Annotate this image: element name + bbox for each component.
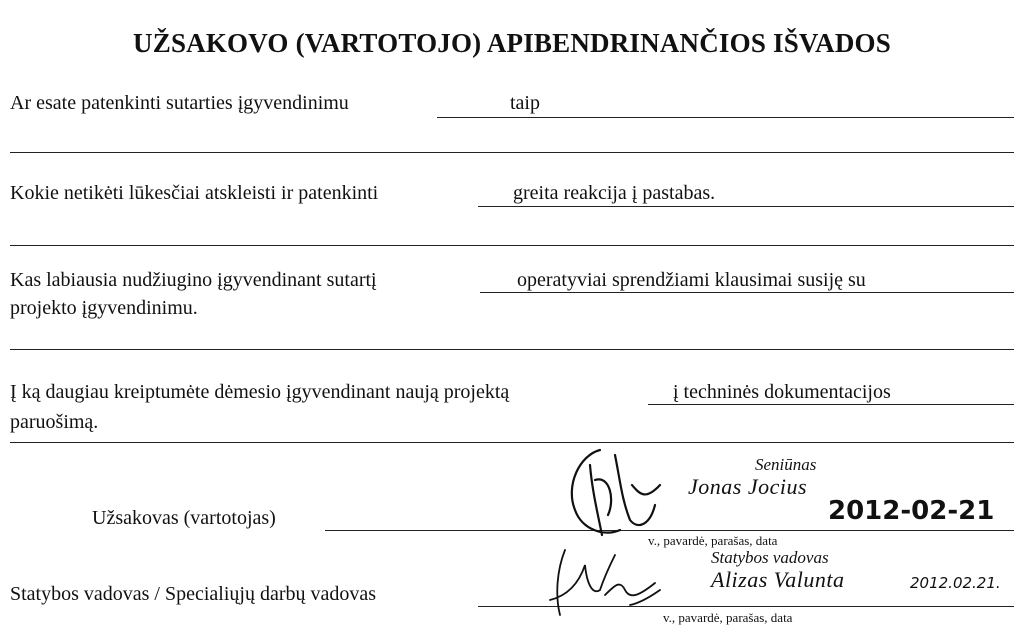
supervisor-signature (545, 535, 665, 630)
question-expectations-label: Kokie netikėti lūkesčiai atskleisti ir patenkinti (10, 182, 379, 204)
answer-underline (648, 404, 1014, 405)
supervisor-handwritten-date: 2012.02.21. (910, 574, 1001, 592)
answer-underline (478, 206, 1014, 207)
answer-attention-continuation: paruošimą. (10, 411, 99, 433)
answer-underline (480, 292, 1014, 293)
customer-stamp-title: Seniūnas (755, 455, 817, 474)
customer-signature-caption: v., pavardė, parašas, data (648, 533, 778, 548)
supervisor-stamp-title: Statybos vadovas (711, 548, 829, 567)
customer-stamp-name: Jonas Jocius (688, 474, 808, 499)
answer-expectations: greita reakcija į pastabas. (513, 182, 716, 204)
customer-handwritten-date: 2012-02-21 (828, 496, 995, 526)
customer-signature (560, 445, 670, 545)
answer-delight-continuation: projekto įgyvendinimu. (10, 297, 198, 319)
supervisor-signature-label: Statybos vadovas / Specialiųjų darbų vadovas (10, 583, 377, 605)
blank-line (10, 245, 1014, 246)
question-satisfaction-label: Ar esate patenkinti sutarties įgyvendinimu (10, 92, 349, 114)
blank-line (10, 349, 1014, 350)
blank-line (10, 442, 1014, 443)
supervisor-signature-caption: v., pavardė, parašas, data (663, 610, 793, 625)
question-attention-label: Į ką daugiau kreiptumėte dėmesio įgyvendinant naują projektą (10, 381, 510, 403)
customer-signature-label: Užsakovas (vartotojas) (92, 507, 276, 529)
form-title: UŽSAKOVO (VARTOTOJO) APIBENDRINANČIOS IŠVADOS (133, 28, 891, 58)
supervisor-stamp-name: Alizas Valunta (711, 567, 845, 592)
answer-delight: operatyviai sprendžiami klausimai susiję su (517, 269, 866, 291)
answer-attention: į techninės dokumentacijos (673, 381, 891, 403)
answer-underline (437, 117, 1014, 118)
question-delight-label: Kas labiausia nudžiugino įgyvendinant sutartį (10, 269, 377, 291)
answer-satisfaction: taip (510, 92, 540, 114)
blank-line (10, 152, 1014, 153)
